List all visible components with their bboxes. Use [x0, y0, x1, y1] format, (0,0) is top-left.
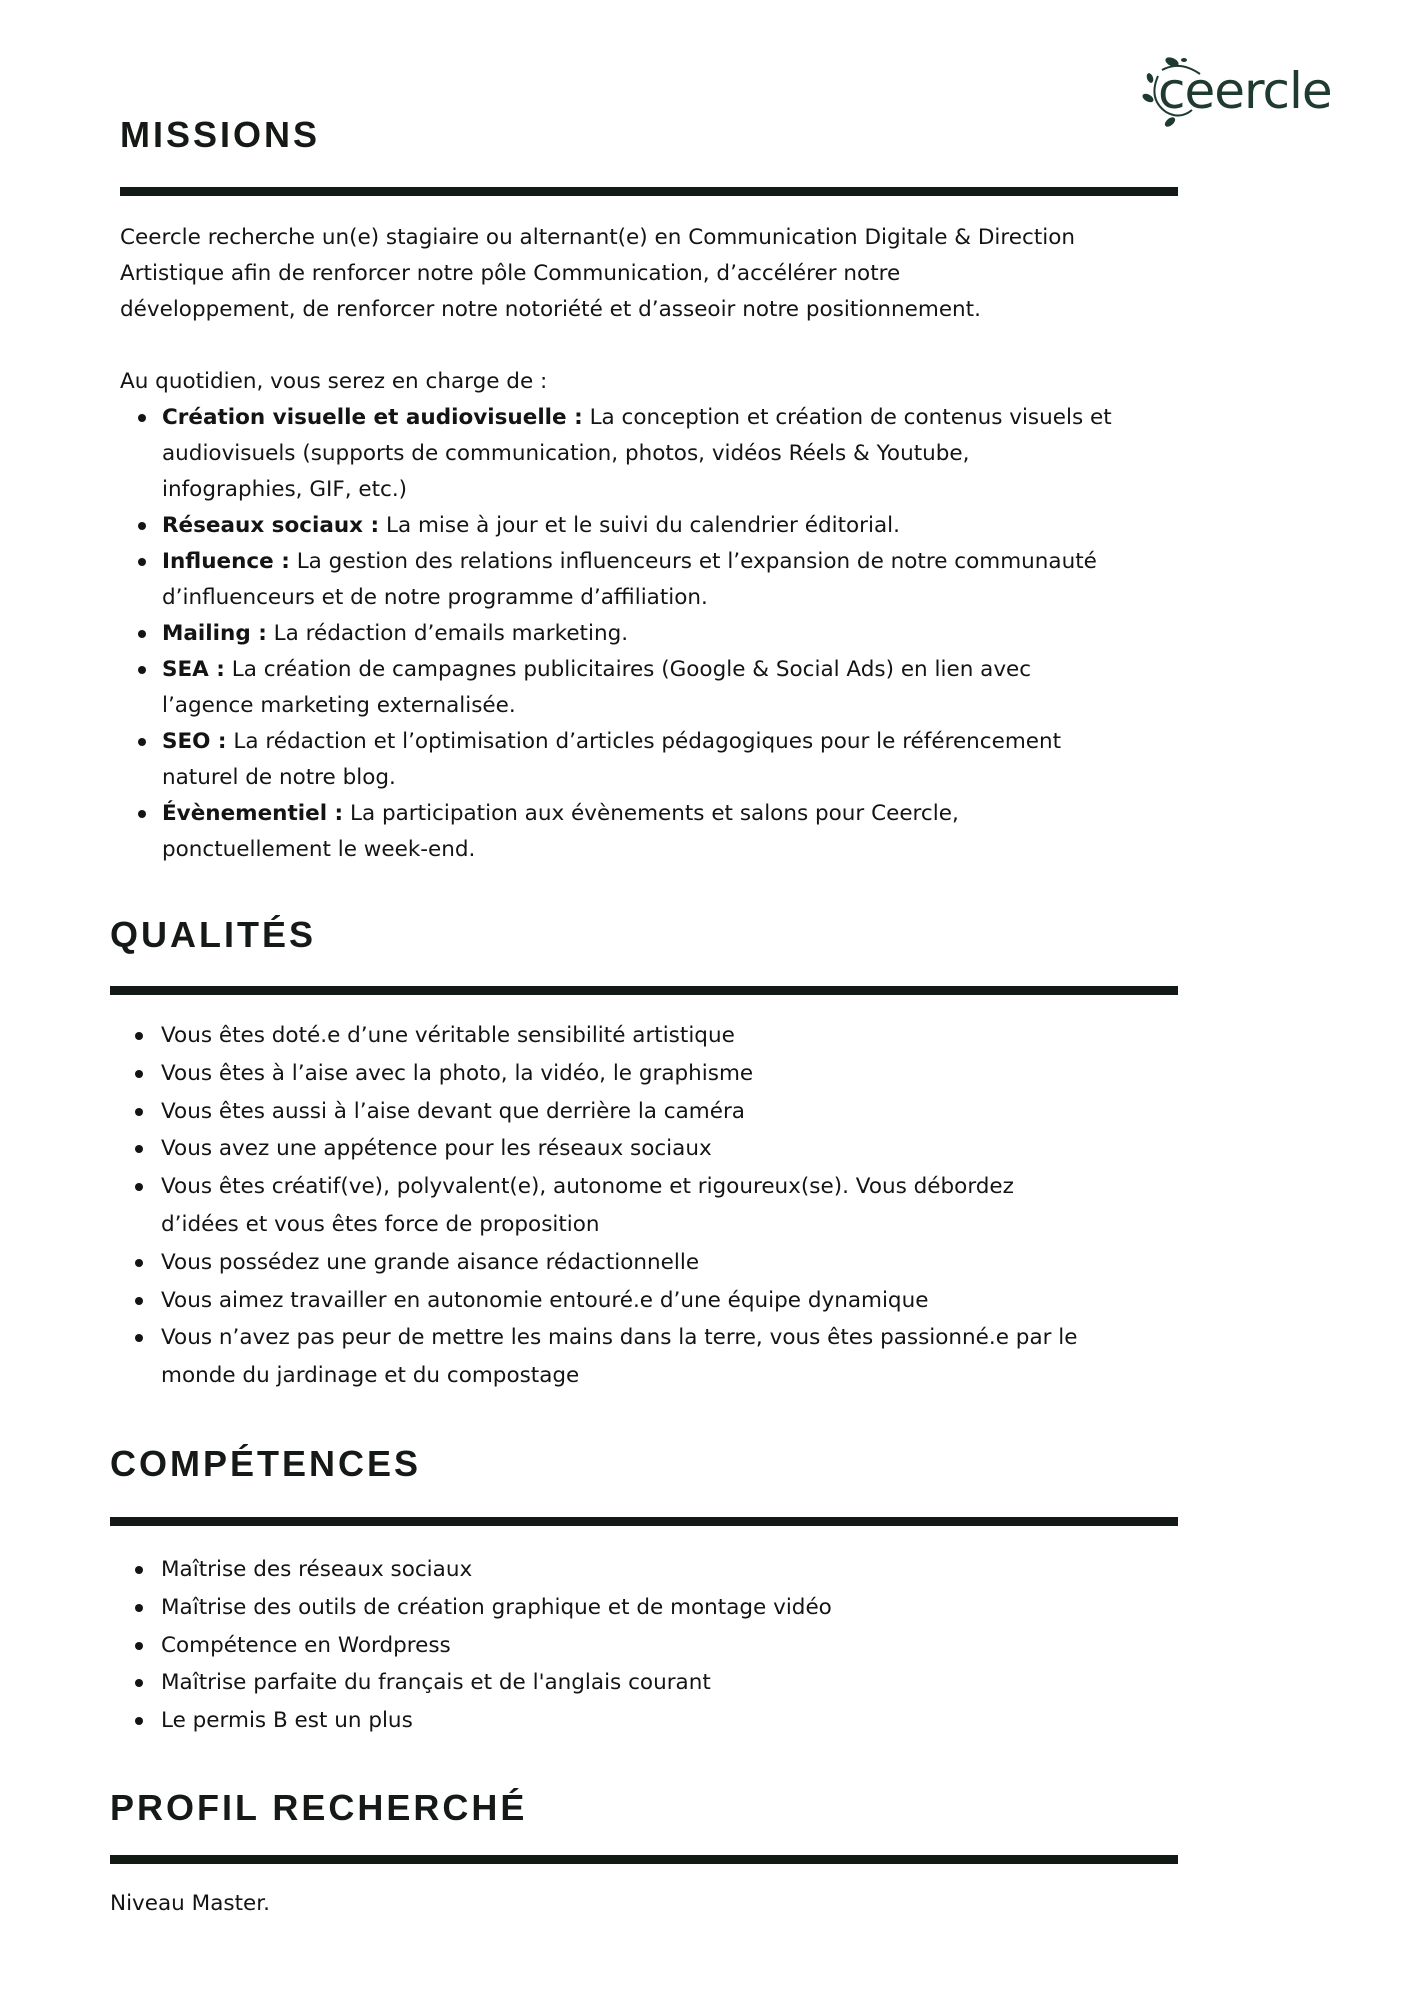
list-item-line — [120, 688, 1112, 724]
item-text: l’agence marketing externalisée. — [162, 693, 516, 718]
missions-list — [120, 400, 1112, 868]
qualites-divider — [110, 986, 1178, 995]
profil-divider — [110, 1855, 1178, 1864]
list-item-line — [120, 1282, 1078, 1320]
competences-divider — [110, 1517, 1178, 1526]
list-item-line — [120, 1244, 1078, 1282]
item-text: Vous êtes doté.e d’une véritable sensibilité artistique — [161, 1023, 735, 1048]
list-item-line — [120, 436, 1112, 472]
item-text: d’idées et vous êtes force de proposition — [161, 1211, 600, 1237]
list-item-line — [120, 616, 1112, 652]
bullet-icon — [135, 1070, 143, 1078]
profil-text: Niveau Master. — [110, 1891, 270, 1916]
list-item — [120, 1702, 832, 1740]
qualites-heading: QUALITÉS — [110, 914, 317, 955]
list-item — [120, 1664, 832, 1702]
item-text: Maîtrise parfaite du français et de l'anglais courant — [161, 1670, 711, 1696]
list-item-line — [120, 724, 1112, 760]
list-item-line — [120, 1206, 1078, 1244]
item-text: La création de campagnes publicitaires (Google & Social Ads) en lien avec — [224, 657, 1032, 682]
list-item-line — [120, 472, 1112, 508]
item-label: Évènementiel : — [162, 801, 344, 826]
bullet-icon — [138, 522, 146, 530]
missions-body — [120, 220, 1112, 868]
bullet-icon — [138, 558, 146, 566]
item-text: infographies, GIF, etc.) — [162, 477, 408, 502]
list-item-line — [120, 652, 1112, 688]
item-text: Vous êtes à l’aise avec la photo, la vidéo, le graphisme — [161, 1060, 754, 1086]
intro-line: Artistique afin de renforcer notre pôle Communication, d’accélérer notre — [120, 261, 901, 286]
item-label: SEA : — [162, 657, 225, 682]
list-item-line — [120, 1017, 1078, 1055]
item-text: audiovisuels (supports de communication, photos, vidéos Réels & Youtube, — [162, 441, 970, 466]
missions-heading: MISSIONS — [120, 114, 321, 155]
item-text: d’influenceurs et de notre programme d’affiliation. — [162, 585, 708, 610]
bullet-icon — [135, 1297, 143, 1305]
missions-divider — [120, 187, 1178, 196]
bullet-icon — [135, 1145, 143, 1153]
item-text: Compétence en Wordpress — [161, 1632, 451, 1658]
list-item-line — [120, 832, 1112, 868]
item-text: La rédaction d’emails marketing. — [266, 621, 629, 646]
list-item-line — [120, 796, 1112, 832]
bullet-icon — [135, 1679, 143, 1687]
item-label: Création visuelle et audiovisuelle : — [162, 405, 583, 430]
item-label: Réseaux sociaux : — [162, 513, 380, 538]
item-text: monde du jardinage et du compostage — [161, 1363, 580, 1389]
list-item-line — [120, 1168, 1078, 1206]
bullet-icon — [135, 1334, 143, 1342]
item-text: Maîtrise des outils de création graphique et de montage vidéo — [161, 1594, 832, 1620]
item-text: La conception et création de contenus visuels et — [582, 405, 1112, 430]
item-text: naturel de notre blog. — [162, 765, 396, 790]
item-label: Influence : — [162, 549, 290, 574]
list-item-line — [120, 1319, 1078, 1357]
missions-lead: Au quotidien, vous serez en charge de : — [120, 369, 548, 394]
svg-text:ceercle: ceercle — [1158, 62, 1332, 120]
ceercle-logo — [1140, 54, 1360, 130]
list-item-line — [120, 1093, 1078, 1131]
competences-heading: COMPÉTENCES — [110, 1443, 422, 1484]
item-label: Mailing : — [162, 621, 267, 646]
list-item — [120, 1627, 832, 1665]
bullet-icon — [135, 1717, 143, 1725]
item-text: Vous aimez travailler en autonomie entouré.e d’une équipe dynamique — [161, 1287, 929, 1313]
item-label: SEO : — [162, 729, 227, 754]
item-text: Vous avez une appétence pour les réseaux sociaux — [161, 1136, 712, 1162]
list-item — [120, 1589, 832, 1627]
item-text: La mise à jour et le suivi du calendrier éditorial. — [379, 513, 900, 538]
item-text: La gestion des relations influenceurs et l’expansion de notre communauté — [289, 549, 1097, 574]
intro-line: développement, de renforcer notre notoriété et d’asseoir notre positionnement. — [120, 297, 981, 322]
bullet-icon — [138, 630, 146, 638]
bullet-icon — [138, 738, 146, 746]
item-text: Vous êtes aussi à l’aise devant que derrière la caméra — [161, 1098, 745, 1124]
profil-heading: PROFIL RECHERCHÉ — [110, 1787, 528, 1828]
list-item-line — [120, 1130, 1078, 1168]
item-text: ponctuellement le week-end. — [162, 837, 476, 862]
intro-line: Ceercle recherche un(e) stagiaire ou alternant(e) en Communication Digitale & Direction — [120, 225, 1076, 250]
bullet-icon — [138, 810, 146, 818]
list-item-line — [120, 508, 1112, 544]
item-text: La rédaction et l’optimisation d’articles pédagogiques pour le référencement — [226, 729, 1062, 754]
item-text: Vous n’avez pas peur de mettre les mains dans la terre, vous êtes passionné.e par le — [161, 1325, 1078, 1351]
bullet-icon — [138, 414, 146, 422]
list-item-line — [120, 1357, 1078, 1395]
competences-list — [120, 1551, 832, 1740]
bullet-icon — [135, 1259, 143, 1267]
bullet-icon — [138, 666, 146, 674]
list-item-line — [120, 580, 1112, 616]
bullet-icon — [135, 1642, 143, 1650]
item-text: Le permis B est un plus — [161, 1708, 413, 1734]
bullet-icon — [135, 1183, 143, 1191]
item-text: Vous êtes créatif(ve), polyvalent(e), autonome et rigoureux(se). Vous débordez — [161, 1174, 1014, 1200]
bullet-icon — [135, 1032, 143, 1040]
bullet-icon — [135, 1604, 143, 1612]
item-text: La participation aux évènements et salons pour Ceercle, — [343, 801, 959, 826]
list-item-line — [120, 760, 1112, 796]
qualites-list — [120, 1017, 1078, 1395]
list-item-line — [120, 400, 1112, 436]
list-item-line — [120, 544, 1112, 580]
list-item — [120, 1551, 832, 1589]
bullet-icon — [135, 1108, 143, 1116]
item-text: Vous possédez une grande aisance rédactionnelle — [161, 1249, 700, 1275]
item-text: Maîtrise des réseaux sociaux — [161, 1557, 473, 1582]
bullet-icon — [135, 1566, 143, 1574]
list-item-line — [120, 1055, 1078, 1093]
